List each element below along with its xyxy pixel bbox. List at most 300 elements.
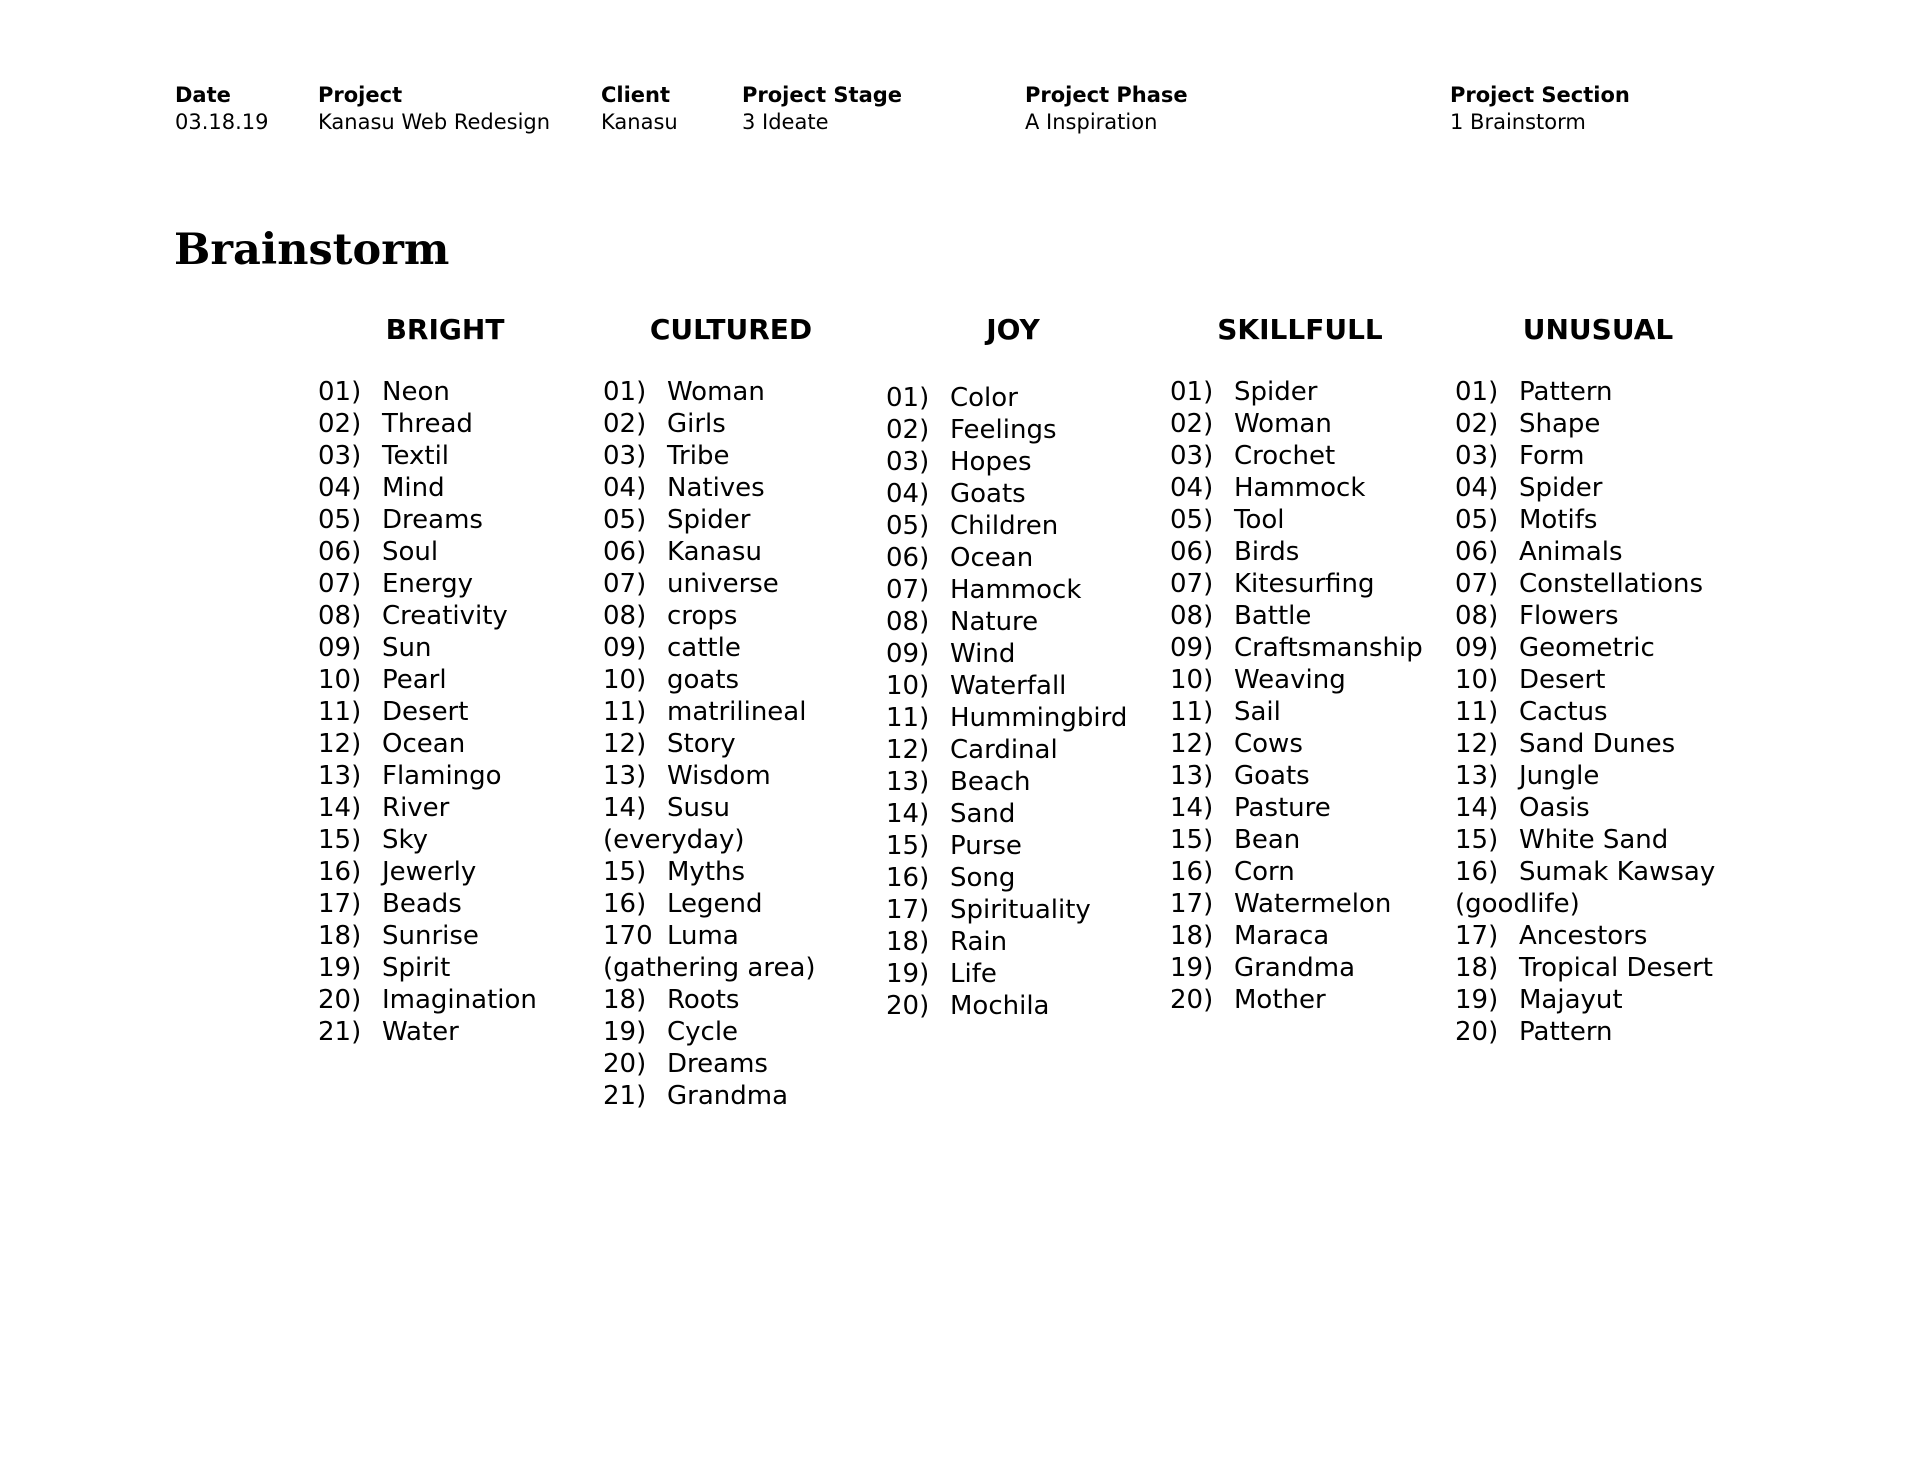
list-item-text: Tool — [1234, 505, 1285, 535]
list-item-text: Mind — [382, 473, 445, 503]
list-item-text: Geometric — [1519, 633, 1655, 663]
list-item-number: 01) — [1170, 377, 1214, 407]
list-item-text: Luma — [667, 921, 739, 951]
list-item-number: 06) — [603, 537, 647, 567]
list-item-text: Mother — [1234, 985, 1326, 1015]
list-item-number: 06) — [1455, 537, 1499, 567]
list-item-text: Tropical Desert — [1519, 953, 1713, 983]
list-item-number: 14) — [603, 793, 647, 823]
list-item-text: Wind — [950, 639, 1016, 669]
list-item-number: 17) — [1170, 889, 1214, 919]
list-item-number: 14) — [886, 799, 930, 829]
list-item — [1170, 504, 1450, 536]
list-item-text: Susu — [667, 793, 731, 823]
list-item-number: 20) — [1170, 985, 1214, 1015]
list-item-number: 16) — [603, 889, 647, 919]
list-item — [603, 760, 883, 792]
list-item — [318, 824, 598, 856]
list-item — [886, 446, 1166, 478]
list-item — [1455, 1016, 1735, 1048]
list-item-number: 15) — [603, 857, 647, 887]
list-item — [886, 798, 1166, 830]
list-item-text: Bean — [1234, 825, 1301, 855]
list-item-number: 19) — [1170, 953, 1214, 983]
list-item — [1170, 856, 1450, 888]
list-item-text: Spider — [667, 505, 751, 535]
list-item-number: 13) — [603, 761, 647, 791]
column-list-skillfull — [1170, 376, 1450, 1016]
meta-project — [318, 82, 550, 136]
list-item-number: 04) — [603, 473, 647, 503]
list-item-number: 19) — [886, 959, 930, 989]
list-item-text: Pattern — [1519, 1017, 1613, 1047]
list-item-text: Desert — [1519, 665, 1606, 695]
list-item-text: Cows — [1234, 729, 1303, 759]
list-item — [603, 824, 883, 856]
list-item — [318, 728, 598, 760]
list-item-text: Cycle — [667, 1017, 739, 1047]
list-item — [1455, 632, 1735, 664]
list-item — [318, 472, 598, 504]
list-item — [1170, 824, 1450, 856]
list-item-text: Watermelon — [1234, 889, 1392, 919]
list-item-text: Hammock — [1234, 473, 1366, 503]
list-item — [1170, 600, 1450, 632]
list-item-number: 18) — [1455, 953, 1499, 983]
list-item — [318, 408, 598, 440]
list-item-text: Form — [1519, 441, 1585, 471]
list-item-text: Flamingo — [382, 761, 502, 791]
list-item-number: 04) — [1170, 473, 1214, 503]
list-item-text: Jungle — [1519, 761, 1600, 791]
meta-date-label: Date — [175, 83, 231, 107]
list-item-text: Goats — [950, 479, 1026, 509]
list-item-number: 02) — [603, 409, 647, 439]
list-item-number: 06) — [1170, 537, 1214, 567]
list-item-text: (everyday) — [603, 825, 745, 855]
list-item — [886, 382, 1166, 414]
list-item-text: Shape — [1519, 409, 1601, 439]
meta-phase-value: A Inspiration — [1025, 110, 1158, 134]
list-item — [318, 632, 598, 664]
list-item-text: goats — [667, 665, 740, 695]
list-item-number: 11) — [603, 697, 647, 727]
list-item-text: Jewerly — [382, 857, 477, 887]
list-item — [318, 856, 598, 888]
list-item-number: 09) — [603, 633, 647, 663]
list-item — [1455, 760, 1735, 792]
list-item — [1170, 568, 1450, 600]
list-item-number: 02) — [886, 415, 930, 445]
list-item — [1170, 664, 1450, 696]
list-item — [318, 664, 598, 696]
list-item-number: 11) — [1170, 697, 1214, 727]
meta-section-label: Project Section — [1450, 83, 1630, 107]
list-item-text: River — [382, 793, 450, 823]
column-heading-cultured: CULTURED — [649, 313, 813, 346]
list-item-number: 14) — [318, 793, 362, 823]
list-item-text: Flowers — [1519, 601, 1619, 631]
list-item-text: Sand Dunes — [1519, 729, 1676, 759]
list-item — [1455, 952, 1735, 984]
meta-client-value: Kanasu — [601, 110, 678, 134]
list-item-number: 05) — [603, 505, 647, 535]
list-item-number: 09) — [1170, 633, 1214, 663]
meta-stage-value: 3 Ideate — [742, 110, 829, 134]
list-item — [318, 984, 598, 1016]
list-item-text: Mochila — [950, 991, 1050, 1021]
list-item — [603, 664, 883, 696]
list-item — [886, 894, 1166, 926]
list-item-text: Beach — [950, 767, 1031, 797]
list-item-text: cattle — [667, 633, 741, 663]
list-item — [1455, 600, 1735, 632]
list-item-number: 09) — [318, 633, 362, 663]
column-list-joy — [886, 382, 1166, 1022]
list-item-number: 18) — [1170, 921, 1214, 951]
list-item-number: 11) — [886, 703, 930, 733]
list-item-number: 01) — [1455, 377, 1499, 407]
list-item-text: Birds — [1234, 537, 1300, 567]
list-item-text: Beads — [382, 889, 462, 919]
list-item-number: 16) — [318, 857, 362, 887]
meta-project-value: Kanasu Web Redesign — [318, 110, 551, 134]
list-item — [1455, 696, 1735, 728]
list-item — [603, 632, 883, 664]
list-item-text: Weaving — [1234, 665, 1346, 695]
list-item — [1455, 504, 1735, 536]
column-heading-bright: BRIGHT — [385, 313, 505, 346]
list-item-number: 20) — [1455, 1017, 1499, 1047]
list-item — [1455, 792, 1735, 824]
list-item-number: 03) — [886, 447, 930, 477]
list-item — [318, 696, 598, 728]
list-item-number: 10) — [603, 665, 647, 695]
list-item-text: Color — [950, 383, 1018, 413]
list-item-text: Hammock — [950, 575, 1082, 605]
list-item-number: 15) — [886, 831, 930, 861]
list-item-number: 07) — [886, 575, 930, 605]
list-item-text: Goats — [1234, 761, 1310, 791]
list-item-text: Ancestors — [1519, 921, 1648, 951]
list-item-text: matrilineal — [667, 697, 807, 727]
list-item-text: Sun — [382, 633, 432, 663]
list-item-number: 10) — [886, 671, 930, 701]
list-item-text: Oasis — [1519, 793, 1590, 823]
column-heading-joy: JOY — [986, 313, 1040, 346]
list-item-number: 12) — [318, 729, 362, 759]
list-item — [1170, 984, 1450, 1016]
list-item — [318, 1016, 598, 1048]
list-item-number: 19) — [603, 1017, 647, 1047]
list-item-number: 09) — [886, 639, 930, 669]
list-item-number: 15) — [1455, 825, 1499, 855]
list-item-number: 10) — [318, 665, 362, 695]
list-item-number: 05) — [886, 511, 930, 541]
list-item-text: Life — [950, 959, 997, 989]
list-item — [1170, 376, 1450, 408]
list-item-text: Sail — [1234, 697, 1281, 727]
list-item-number: 13) — [1455, 761, 1499, 791]
list-item — [886, 702, 1166, 734]
list-item-text: Waterfall — [950, 671, 1067, 701]
meta-section-value: 1 Brainstorm — [1450, 110, 1586, 134]
list-item — [603, 792, 883, 824]
column-heading-unusual: UNUSUAL — [1522, 313, 1674, 346]
list-item-number: 17) — [886, 895, 930, 925]
list-item — [1170, 792, 1450, 824]
list-item — [318, 600, 598, 632]
list-item-text: Majayut — [1519, 985, 1623, 1015]
list-item-text: White Sand — [1519, 825, 1669, 855]
column-list-cultured — [603, 376, 883, 1112]
list-item — [1455, 568, 1735, 600]
list-item-number: 07) — [1455, 569, 1499, 599]
list-item — [603, 984, 883, 1016]
list-item-text: Ocean — [950, 543, 1034, 573]
list-item — [318, 568, 598, 600]
list-item-text: Spirituality — [950, 895, 1091, 925]
list-item-number: 16) — [1455, 857, 1499, 887]
list-item-number: 21) — [603, 1081, 647, 1111]
list-item-number: 12) — [886, 735, 930, 765]
list-item — [1170, 536, 1450, 568]
list-item — [603, 568, 883, 600]
list-item — [886, 734, 1166, 766]
list-item — [1455, 984, 1735, 1016]
list-item-number: 14) — [1170, 793, 1214, 823]
list-item-text: Hopes — [950, 447, 1032, 477]
list-item — [603, 376, 883, 408]
list-item-number: 01) — [318, 377, 362, 407]
list-item-number: 13) — [318, 761, 362, 791]
meta-project-label: Project — [318, 83, 403, 107]
list-item-text: Corn — [1234, 857, 1295, 887]
list-item — [603, 472, 883, 504]
list-item-number: 15) — [318, 825, 362, 855]
list-item — [886, 478, 1166, 510]
list-item — [886, 670, 1166, 702]
list-item — [1455, 472, 1735, 504]
list-item-text: Craftsmanship — [1234, 633, 1423, 663]
list-item-text: Woman — [1234, 409, 1332, 439]
list-item — [603, 920, 883, 952]
list-item — [318, 376, 598, 408]
list-item — [603, 1016, 883, 1048]
list-item-text: Purse — [950, 831, 1022, 861]
list-item-text: Creativity — [382, 601, 508, 631]
list-item — [318, 888, 598, 920]
list-item-text: Cardinal — [950, 735, 1058, 765]
list-item — [1455, 888, 1735, 920]
list-item — [886, 606, 1166, 638]
list-item — [603, 536, 883, 568]
list-item-number: 11) — [1455, 697, 1499, 727]
list-item-number: 07) — [318, 569, 362, 599]
list-item-text: Spider — [1519, 473, 1603, 503]
list-item-number: 05) — [1170, 505, 1214, 535]
list-item-text: Grandma — [667, 1081, 789, 1111]
list-item — [1455, 664, 1735, 696]
list-item-number: 18) — [318, 921, 362, 951]
list-item — [318, 952, 598, 984]
list-item-text: Hummingbird — [950, 703, 1128, 733]
column-list-bright — [318, 376, 598, 1048]
list-item-text: Constellations — [1519, 569, 1704, 599]
list-item — [603, 440, 883, 472]
list-item — [603, 1080, 883, 1112]
list-item-text: Water — [382, 1017, 459, 1047]
list-item-number: 08) — [1455, 601, 1499, 631]
list-item-number: 05) — [318, 505, 362, 535]
list-item-text: Kitesurfing — [1234, 569, 1375, 599]
list-item-text: Spirit — [382, 953, 451, 983]
list-item-number: 19) — [318, 953, 362, 983]
list-item-text: Crochet — [1234, 441, 1336, 471]
list-item-text: Dreams — [667, 1049, 768, 1079]
list-item-text: universe — [667, 569, 779, 599]
column-list-unusual — [1455, 376, 1735, 1048]
list-item — [1170, 888, 1450, 920]
list-item-text: crops — [667, 601, 738, 631]
meta-stage-label: Project Stage — [742, 83, 903, 107]
list-item-text: Sumak Kawsay — [1519, 857, 1716, 887]
list-item-text: Grandma — [1234, 953, 1356, 983]
list-item-text: Maraca — [1234, 921, 1330, 951]
list-item — [603, 600, 883, 632]
list-item — [886, 958, 1166, 990]
list-item-number: 08) — [1170, 601, 1214, 631]
list-item-text: Cactus — [1519, 697, 1608, 727]
meta-date — [175, 82, 269, 136]
list-item — [318, 504, 598, 536]
list-item-text: Thread — [382, 409, 473, 439]
list-item-text: Spider — [1234, 377, 1318, 407]
list-item-number: 04) — [318, 473, 362, 503]
list-item — [886, 542, 1166, 574]
list-item-number: 17) — [1455, 921, 1499, 951]
list-item-number: 06) — [318, 537, 362, 567]
list-item-number: 02) — [318, 409, 362, 439]
list-item — [886, 414, 1166, 446]
list-item — [318, 536, 598, 568]
list-item — [1170, 632, 1450, 664]
list-item — [318, 760, 598, 792]
list-item — [603, 504, 883, 536]
list-item-number: 170 — [603, 921, 653, 951]
list-item-text: Energy — [382, 569, 474, 599]
list-item-number: 03) — [1170, 441, 1214, 471]
list-item — [1455, 376, 1735, 408]
list-item — [1170, 472, 1450, 504]
list-item-number: 19) — [1455, 985, 1499, 1015]
list-item-number: 16) — [886, 863, 930, 893]
list-item-text: Sunrise — [382, 921, 479, 951]
meta-phase-label: Project Phase — [1025, 83, 1188, 107]
list-item-number: 12) — [1455, 729, 1499, 759]
list-item-text: Kanasu — [667, 537, 762, 567]
list-item-text: Sky — [382, 825, 429, 855]
list-item-number: 20) — [886, 991, 930, 1021]
list-item — [1455, 440, 1735, 472]
list-item-number: 08) — [603, 601, 647, 631]
list-item — [886, 510, 1166, 542]
list-item-text: Pattern — [1519, 377, 1613, 407]
list-item-number: 03) — [318, 441, 362, 471]
list-item — [1170, 952, 1450, 984]
list-item — [1170, 408, 1450, 440]
list-item-text: Myths — [667, 857, 746, 887]
list-item-number: 05) — [1455, 505, 1499, 535]
list-item — [603, 856, 883, 888]
list-item-number: 13) — [1170, 761, 1214, 791]
list-item-text: Neon — [382, 377, 450, 407]
list-item-number: 09) — [1455, 633, 1499, 663]
list-item-number: 12) — [1170, 729, 1214, 759]
list-item — [603, 952, 883, 984]
list-item-number: 17) — [318, 889, 362, 919]
list-item-number: 18) — [886, 927, 930, 957]
list-item-text: Dreams — [382, 505, 483, 535]
list-item-number: 02) — [1170, 409, 1214, 439]
list-item-text: Soul — [382, 537, 439, 567]
meta-phase — [1025, 82, 1188, 136]
list-item-number: 02) — [1455, 409, 1499, 439]
list-item — [1455, 824, 1735, 856]
list-item-text: Battle — [1234, 601, 1312, 631]
list-item-number: 21) — [318, 1017, 362, 1047]
meta-client-label: Client — [601, 83, 671, 107]
list-item — [886, 766, 1166, 798]
list-item-text: Song — [950, 863, 1016, 893]
list-item-number: 04) — [1455, 473, 1499, 503]
list-item-text: Pasture — [1234, 793, 1331, 823]
list-item — [1170, 728, 1450, 760]
list-item-text: Desert — [382, 697, 469, 727]
list-item — [318, 792, 598, 824]
list-item-text: Legend — [667, 889, 763, 919]
list-item-number: 16) — [1170, 857, 1214, 887]
list-item-number: 01) — [603, 377, 647, 407]
list-item-number: 03) — [1455, 441, 1499, 471]
list-item-number: 06) — [886, 543, 930, 573]
list-item — [603, 728, 883, 760]
list-item-number: 04) — [886, 479, 930, 509]
page-title: Brainstorm — [174, 225, 450, 275]
meta-client — [601, 82, 678, 136]
list-item — [886, 862, 1166, 894]
list-item-text: Tribe — [667, 441, 730, 471]
list-item-number: 08) — [318, 601, 362, 631]
list-item — [1170, 440, 1450, 472]
list-item-number: 07) — [1170, 569, 1214, 599]
meta-date-value: 03.18.19 — [175, 110, 269, 134]
list-item — [318, 920, 598, 952]
list-item-text: Story — [667, 729, 736, 759]
list-item-number: 15) — [1170, 825, 1214, 855]
list-item-text: Textil — [382, 441, 450, 471]
list-item-number: 07) — [603, 569, 647, 599]
list-item — [318, 440, 598, 472]
list-item — [603, 696, 883, 728]
list-item-number: 12) — [603, 729, 647, 759]
list-item — [886, 926, 1166, 958]
list-item-text: Children — [950, 511, 1059, 541]
list-item-text: Motifs — [1519, 505, 1598, 535]
list-item — [1455, 856, 1735, 888]
list-item-number: 10) — [1170, 665, 1214, 695]
list-item-text: Feelings — [950, 415, 1057, 445]
